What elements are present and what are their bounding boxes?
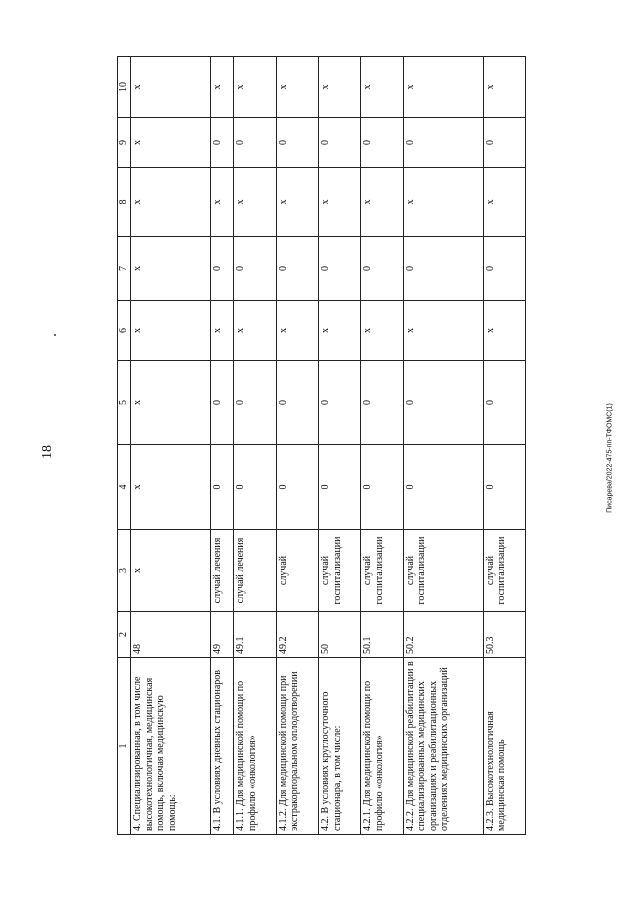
row-value-4: 0 bbox=[483, 445, 525, 530]
row-value-4: 0 bbox=[361, 445, 403, 530]
row-name: 4.2.3. Высокотехнологичная медицинская помощь bbox=[483, 658, 525, 835]
row-unit: случай лечения bbox=[210, 530, 234, 612]
header-cell: 7 bbox=[118, 237, 131, 301]
header-cell: 5 bbox=[118, 361, 131, 445]
row-value-7: х bbox=[131, 237, 211, 301]
row-value-10: х bbox=[319, 57, 361, 118]
row-name: 4. Специализированная, в том числе высокотехнологичная, медицинская помощь, включая медицинскую помощь: bbox=[131, 658, 211, 835]
row-value-6: х bbox=[234, 301, 276, 361]
table-row bbox=[403, 57, 483, 835]
header-cell: 9 bbox=[118, 118, 131, 168]
row-value-4: 0 bbox=[210, 445, 234, 530]
row-value-5: 0 bbox=[361, 361, 403, 445]
table-row bbox=[483, 57, 525, 835]
row-value-5: 0 bbox=[276, 361, 318, 445]
row-value-10: х bbox=[483, 57, 525, 118]
row-code: 50 bbox=[319, 612, 361, 658]
row-value-9: х bbox=[131, 118, 211, 168]
row-unit: случай госпитализации bbox=[319, 530, 361, 612]
row-value-7: 0 bbox=[403, 237, 483, 301]
row-value-10: х bbox=[361, 57, 403, 118]
row-value-5: х bbox=[131, 361, 211, 445]
row-value-6: х bbox=[276, 301, 318, 361]
row-value-5: 0 bbox=[483, 361, 525, 445]
header-cell: 2 bbox=[118, 612, 131, 658]
row-value-9: 0 bbox=[361, 118, 403, 168]
row-name: 4.1.1. Для медицинской помощи по профилю «онкология» bbox=[234, 658, 276, 835]
table-header-row bbox=[118, 57, 131, 835]
row-value-8: х bbox=[319, 168, 361, 237]
row-value-9: 0 bbox=[276, 118, 318, 168]
row-unit: х bbox=[131, 530, 211, 612]
row-name: 4.2.2. Для медицинской реабилитации в специализированных медицинских организациях и реабилитационных отделениях медицинских организаций bbox=[403, 658, 483, 835]
row-value-4: 0 bbox=[403, 445, 483, 530]
document-table bbox=[117, 56, 526, 835]
table-row bbox=[361, 57, 403, 835]
row-unit: случай госпитализации bbox=[403, 530, 483, 612]
row-value-8: х bbox=[276, 168, 318, 237]
row-value-8: х bbox=[131, 168, 211, 237]
scan-speck bbox=[54, 334, 56, 336]
row-code: 49.2 bbox=[276, 612, 318, 658]
row-value-6: х bbox=[210, 301, 234, 361]
row-value-4: 0 bbox=[276, 445, 318, 530]
row-unit: случай лечения bbox=[234, 530, 276, 612]
row-value-4: х bbox=[131, 445, 211, 530]
document-table-container bbox=[117, 57, 526, 835]
row-value-10: х bbox=[210, 57, 234, 118]
row-value-8: х bbox=[234, 168, 276, 237]
row-value-9: 0 bbox=[403, 118, 483, 168]
row-value-9: 0 bbox=[483, 118, 525, 168]
row-value-6: х bbox=[361, 301, 403, 361]
row-value-4: 0 bbox=[319, 445, 361, 530]
row-name: 4.1.2. Для медицинской помощи при экстракорпоральном оплодотворении bbox=[276, 658, 318, 835]
row-value-6: х bbox=[319, 301, 361, 361]
row-value-8: х bbox=[483, 168, 525, 237]
row-value-5: 0 bbox=[403, 361, 483, 445]
row-value-8: х bbox=[210, 168, 234, 237]
row-code: 48 bbox=[131, 612, 211, 658]
row-code: 50.1 bbox=[361, 612, 403, 658]
header-cell: 8 bbox=[118, 168, 131, 237]
row-value-7: 0 bbox=[234, 237, 276, 301]
row-value-9: 0 bbox=[234, 118, 276, 168]
row-name: 4.2.1. Для медицинской помощи по профилю «онкология» bbox=[361, 658, 403, 835]
row-value-9: 0 bbox=[210, 118, 234, 168]
row-value-10: х bbox=[403, 57, 483, 118]
row-code: 50.2 bbox=[403, 612, 483, 658]
row-value-8: х bbox=[361, 168, 403, 237]
row-value-8: х bbox=[403, 168, 483, 237]
row-value-10: х bbox=[276, 57, 318, 118]
header-cell: 6 bbox=[118, 301, 131, 361]
row-value-5: 0 bbox=[210, 361, 234, 445]
row-value-5: 0 bbox=[319, 361, 361, 445]
row-code: 49.1 bbox=[234, 612, 276, 658]
row-unit: случай bbox=[276, 530, 318, 612]
row-value-7: 0 bbox=[319, 237, 361, 301]
row-unit: случай госпитализации bbox=[483, 530, 525, 612]
row-value-9: 0 bbox=[319, 118, 361, 168]
row-value-7: 0 bbox=[210, 237, 234, 301]
row-code: 50.3 bbox=[483, 612, 525, 658]
row-value-7: 0 bbox=[276, 237, 318, 301]
row-value-7: 0 bbox=[483, 237, 525, 301]
row-code: 49 bbox=[210, 612, 234, 658]
table-row bbox=[210, 57, 234, 835]
header-cell: 4 bbox=[118, 445, 131, 530]
page-number: 18 bbox=[40, 445, 55, 459]
header-cell: 1 bbox=[118, 658, 131, 835]
table-row bbox=[131, 57, 211, 835]
row-name: 4.1. В условиях дневных стационаров bbox=[210, 658, 234, 835]
row-value-6: х bbox=[131, 301, 211, 361]
table-row bbox=[276, 57, 318, 835]
table-row bbox=[234, 57, 276, 835]
row-value-10: х bbox=[234, 57, 276, 118]
row-value-6: х bbox=[483, 301, 525, 361]
header-cell: 3 bbox=[118, 530, 131, 612]
row-value-4: 0 bbox=[234, 445, 276, 530]
row-value-6: х bbox=[403, 301, 483, 361]
row-value-5: 0 bbox=[234, 361, 276, 445]
document-reference: Писарева/2022-475-пп-ТФОМС(1) bbox=[606, 403, 614, 513]
row-value-7: 0 bbox=[361, 237, 403, 301]
row-name: 4.2. В условиях круглосуточного стационара, в том числе: bbox=[319, 658, 361, 835]
header-cell: 10 bbox=[118, 57, 131, 118]
table-row bbox=[319, 57, 361, 835]
row-unit: случай госпитализации bbox=[361, 530, 403, 612]
row-value-10: х bbox=[131, 57, 211, 118]
